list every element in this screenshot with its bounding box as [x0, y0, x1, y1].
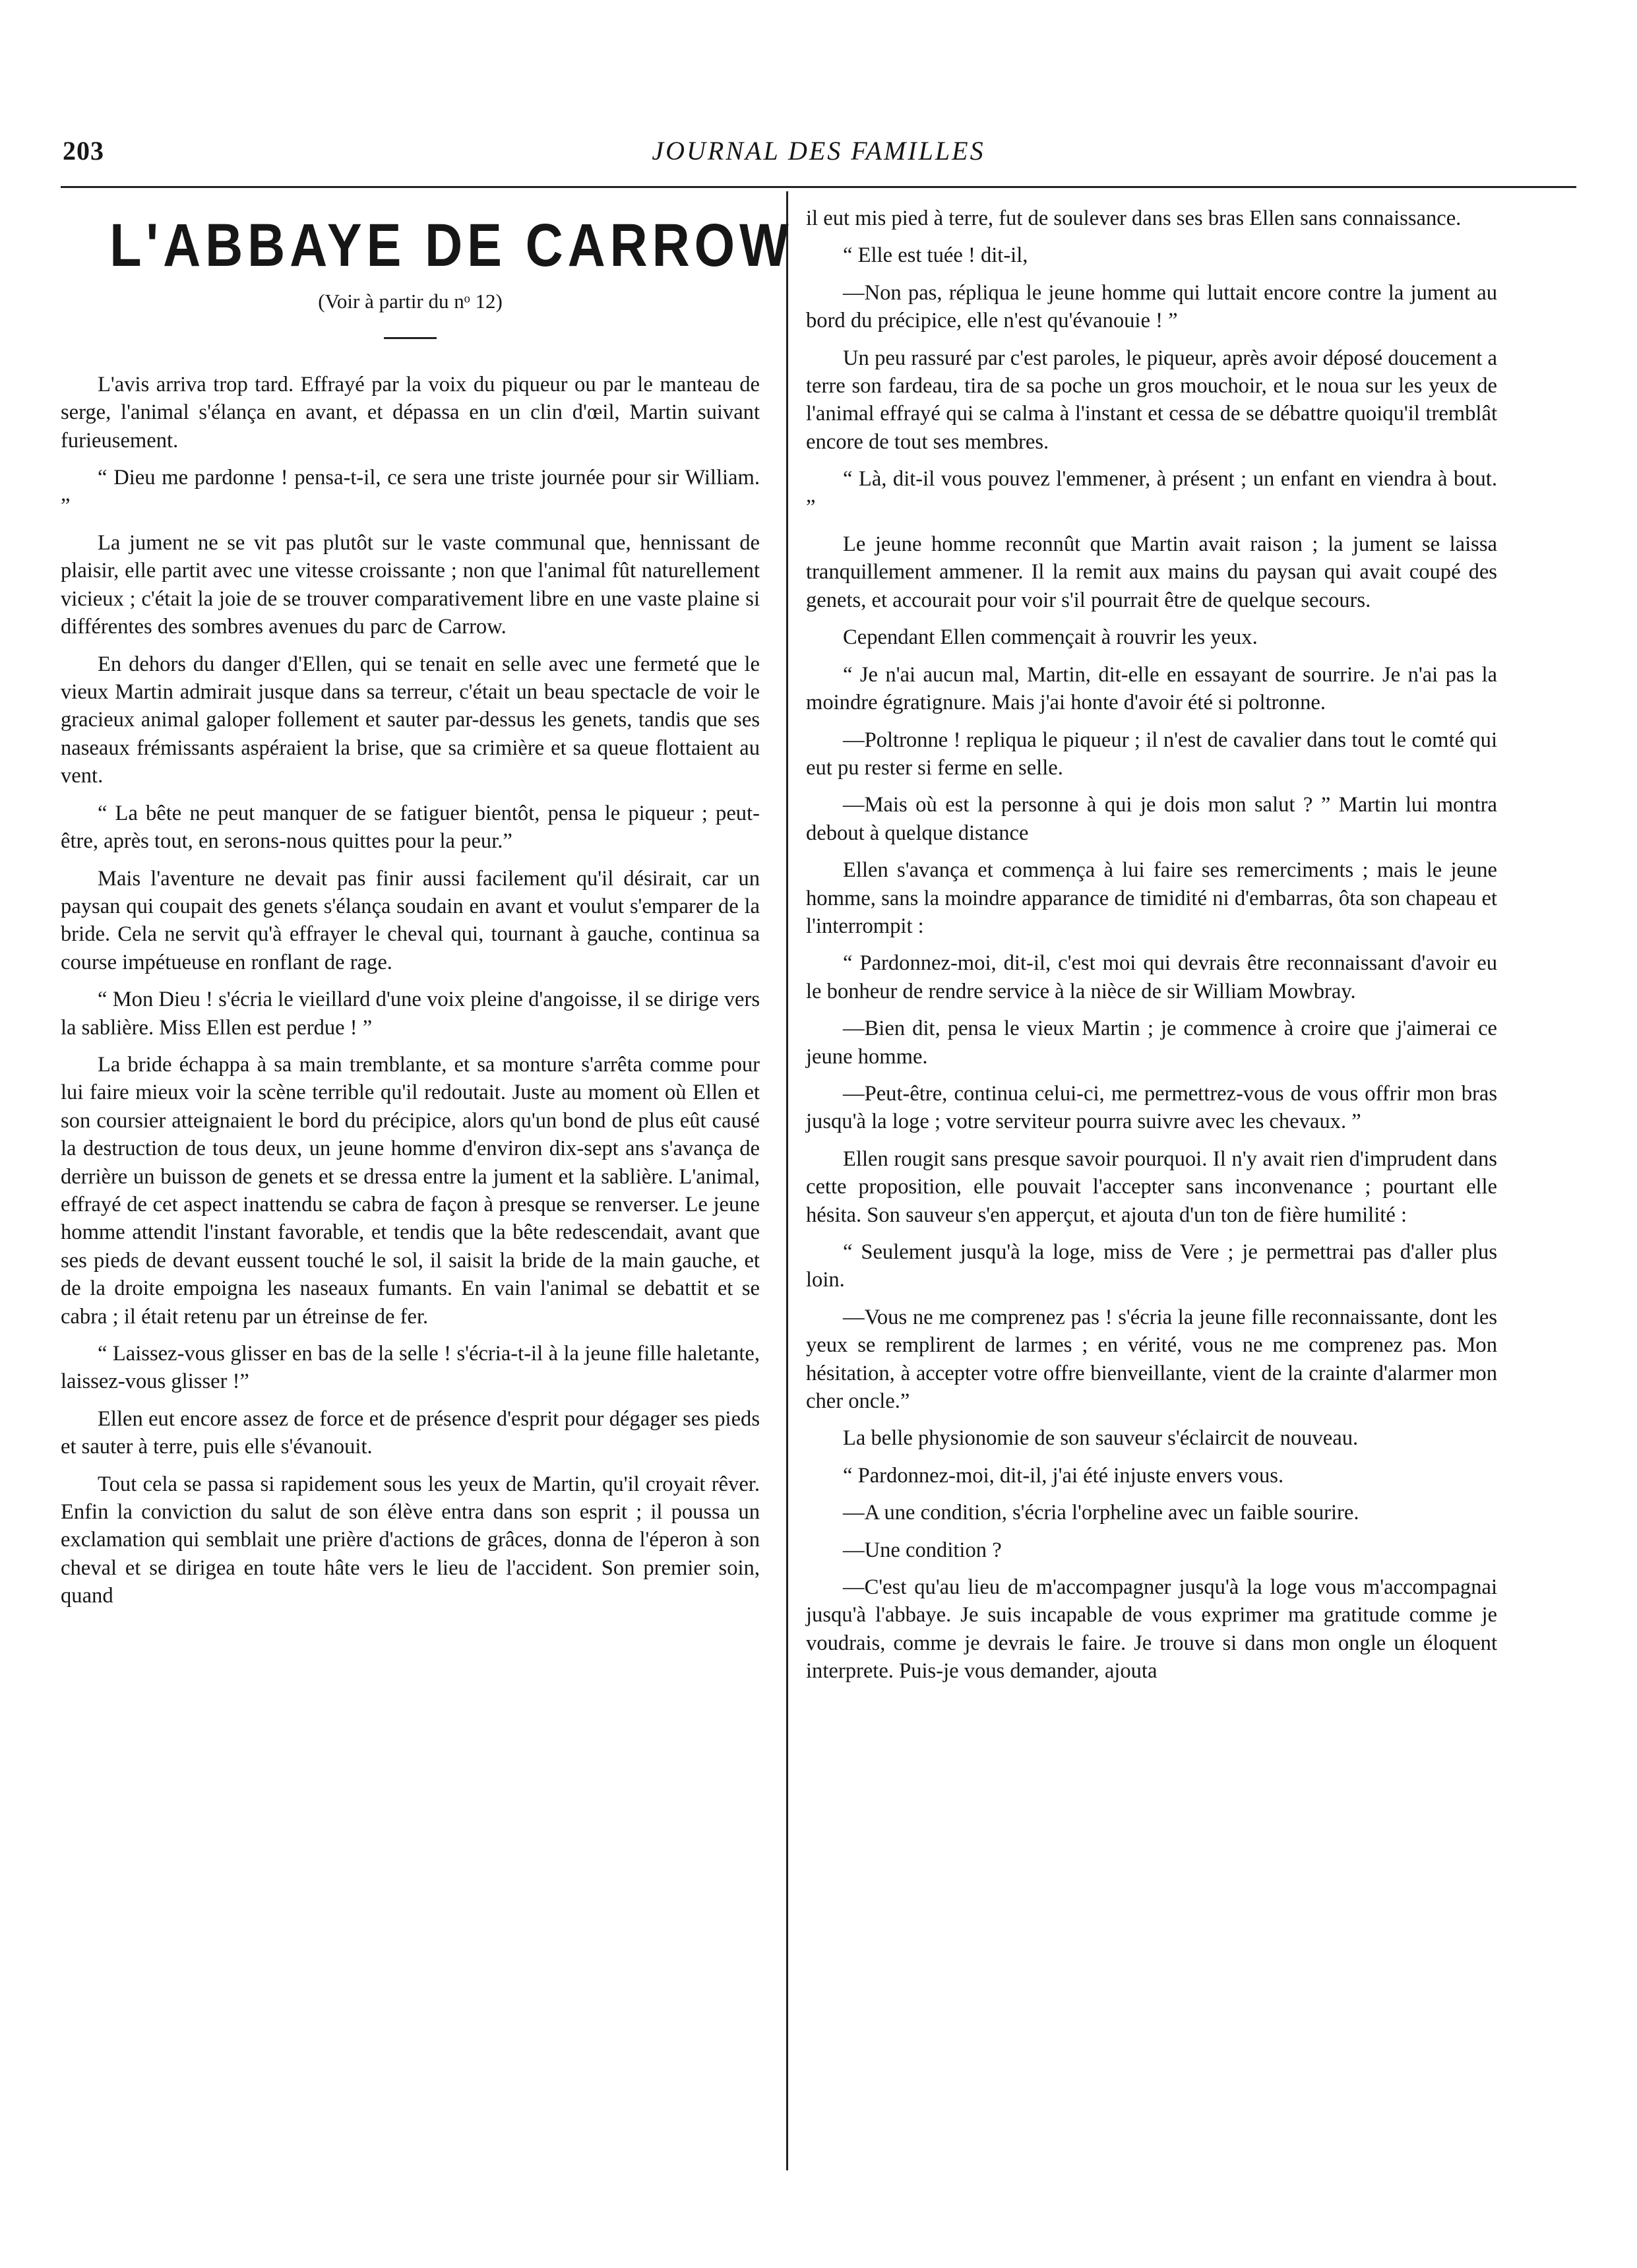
paragraph: “ La bête ne peut manquer de se fatiguer bientôt, pensa le piqueur ; peut-être, après tout, en serons-nous quittes pour la peur.” — [61, 801, 760, 854]
paragraph: —Non pas, répliqua le jeune homme qui luttait encore contre la jument au bord du précipice, elle n'est qu'évanouie ! ” — [806, 280, 1497, 333]
paragraph: “ Là, dit-il vous pouvez l'emmener, à présent ; un enfant en viendra à bout. ” — [806, 467, 1497, 519]
paragraph: —Bien dit, pensa le vieux Martin ; je commence à croire que j'aimerai ce jeune homme. — [806, 1017, 1497, 1069]
paragraph: “ Dieu me pardonne ! pensa-t-il, ce sera une triste journée pour sir William. ” — [61, 466, 760, 518]
paragraph: Un peu rassuré par c'est paroles, le piqueur, après avoir déposé doucement a terre son fardeau, tira de sa poche un gros mouchoir, et le noua sur les yeux de l'animal effrayé qui se calma à l'instant et cessa de se débattre quoiqu'il tremblât encore de tout ses membres. — [806, 346, 1497, 454]
right-column — [806, 205, 1497, 1695]
paragraph: “ Seulement jusqu'à la loge, miss de Vere ; je permettrai pas d'aller plus loin. — [806, 1240, 1497, 1292]
paragraph: L'avis arriva trop tard. Effrayé par la voix du piqueur ou par le manteau de serge, l'animal s'élança en avant, et dépassa en un clin d'œil, Martin suivant furieusement. — [61, 373, 760, 453]
paragraph: Cependant Ellen commençait à rouvrir les yeux. — [843, 625, 1258, 650]
header-rule — [61, 186, 1576, 188]
article-title: L'ABBAYE DE CARROW — [109, 212, 793, 279]
paragraph: —Une condition ? — [843, 1538, 1002, 1562]
paragraph: —Vous ne me comprenez pas ! s'écria la jeune fille reconnaissante, dont les yeux se remplirent de larmes ; en vérité, vous ne me comprenez pas. Mon hésitation, à accepter votre offre bienveillante, vient de la crainte d'alarmer mon cher oncle.” — [806, 1305, 1497, 1414]
paragraph: “ Elle est tuée ! dit-il, — [843, 243, 1028, 268]
paragraph: La jument ne se vit pas plutôt sur le vaste communal que, hennissant de plaisir, elle partit avec une vitesse croissante ; non que l'animal fût naturellement vicieux ; c'était la joie de se trouver comparativement libre en une vaste plaine si différentes des sombres avenues du parc de Carrow. — [61, 531, 760, 639]
left-column — [61, 205, 793, 1620]
paragraph: “ Pardonnez-moi, dit-il, c'est moi qui devrais être reconnaissant d'avoir eu le bonheur de rendre service à la nièce de sir William Mowbray. — [806, 951, 1497, 1003]
paragraph: “ Pardonnez-moi, dit-il, j'ai été injuste envers vous. — [843, 1463, 1284, 1488]
title-separator — [384, 337, 437, 339]
paragraph: il eut mis pied à terre, fut de soulever dans ses bras Ellen sans connaissance. — [806, 206, 1462, 230]
paragraph: Tout cela se passa si rapidement sous les yeux de Martin, qu'il croyait rêver. Enfin la conviction du salut de son élève entra dans son esprit ; il poussa un exclamation qui semblait une prière d'actions de grâces, donna de l'éperon à son cheval et se dirigea en toute hâte vers le lieu de l'accident. Son premier soin, quand — [61, 1472, 760, 1608]
article-subtitle: (Voir à partir du nᵒ 12) — [318, 290, 503, 313]
paragraph: Mais l'aventure ne devait pas finir aussi facilement qu'il désirait, car un paysan qui coupait des genets s'élança soudain en avant et voulut s'emparer de la bride. Cela ne servit qu'à effrayer le cheval qui, tournant à gauche, continua sa course impétueuse en ronflant de rage. — [61, 866, 760, 974]
paragraph: “ Mon Dieu ! s'écria le vieillard d'une voix pleine d'angoisse, il se dirige vers la sablière. Miss Ellen est perdue ! ” — [61, 988, 760, 1040]
paragraph: Ellen eut encore assez de force et de présence d'esprit pour dégager ses pieds et sauter à terre, puis elle s'évanouit. — [61, 1406, 760, 1459]
paragraph: La bride échappa à sa main tremblante, et sa monture s'arrêta comme pour lui faire mieux voir la scène terrible qu'il redoutait. Juste au moment où Ellen et son coursier atteignaient le bord du précipice, alors qu'un bond de plus eût causé la destruction de tous deux, un jeune homme d'environ dix-sept ans s'avança de derrière un buisson de genets et se dressa entre la jument et la sablière. L'animal, effrayé de cet aspect inattendu se cabra de façon à presque se renverser. Le jeune homme attendit l'instant favorable, et tendis que la bête redescendait, avant que ses pieds de devant eussent touché le sol, il saisit la bride de la main gauche, et de la droite empoigna les naseaux fumants. En vain l'animal se debattit et se cabra ; il était retenu par un étreinse de fer. — [61, 1052, 760, 1329]
paragraph: Ellen rougit sans presque savoir pourquoi. Il n'y avait rien d'imprudent dans cette proposition, elle pouvait l'accepter sans inconvenance ; pourtant elle hésita. Son sauveur s'en apperçut, et ajouta d'un ton de fière humilité : — [806, 1147, 1497, 1227]
page-header — [63, 135, 1574, 175]
paragraph: —C'est qu'au lieu de m'accompagner jusqu'à la loge vous m'accompagnai jusqu'à l'abbaye. Je suis incapable de vous exprimer ma gratitude comme je voudrais, comme je devrais le faire. Je trouve si dans mon ongle un éloquent interprete. Puis-je vous demander, ajouta — [806, 1575, 1497, 1684]
paragraph: —Mais où est la personne à qui je dois mon salut ? ” Martin lui montra debout à quelque distance — [806, 793, 1497, 845]
paragraph: —Peut-être, continua celui-ci, me permettrez-vous de vous offrir mon bras jusqu'à la loge ; votre serviteur pourra suivre avec les chevaux. ” — [806, 1081, 1497, 1134]
paragraph: “ Laissez-vous glisser en bas de la selle ! s'écria-t-il à la jeune fille haletante, laissez-vous glisser !” — [61, 1342, 760, 1394]
paragraph: —A une condition, s'écria l'orpheline avec un faible sourire. — [843, 1501, 1359, 1525]
paragraph: En dehors du danger d'Ellen, qui se tenait en selle avec une fermeté que le vieux Martin admirait jusque dans sa terreur, c'était un beau spectacle de voir le gracieux animal galoper follement et sauter par-dessus les genets, tandis que ses naseaux frémissants aspéraient la brise, que sa crimière et sa queue flottaient au vent. — [61, 652, 760, 788]
paragraph: La belle physionomie de son sauveur s'éclaircit de nouveau. — [843, 1426, 1359, 1451]
running-head: JOURNAL DES FAMILLES — [652, 136, 985, 166]
paragraph: “ Je n'ai aucun mal, Martin, dit-elle en essayant de sourrire. Je n'ai pas la moindre égratignure. Mais j'ai honte d'avoir été si poltronne. — [806, 662, 1497, 715]
paragraph: Ellen s'avança et commença à lui faire ses remerciments ; mais le jeune homme, sans la moindre apparance de timidité ni d'embarras, ôta son chapeau et l'interrompit : — [806, 858, 1497, 938]
paragraph: Le jeune homme reconnût que Martin avait raison ; la jument se laissa tranquillement ammener. Il la remit aux mains du paysan qui avait coupé des genets, et accourait pour voir s'il pourrait être de quelque secours. — [806, 532, 1497, 612]
column-divider — [786, 191, 788, 2170]
page-number: 203 — [63, 136, 104, 166]
paragraph: —Poltronne ! repliqua le piqueur ; il n'est de cavalier dans tout le comté qui eut pu rester si ferme en selle. — [806, 728, 1497, 780]
